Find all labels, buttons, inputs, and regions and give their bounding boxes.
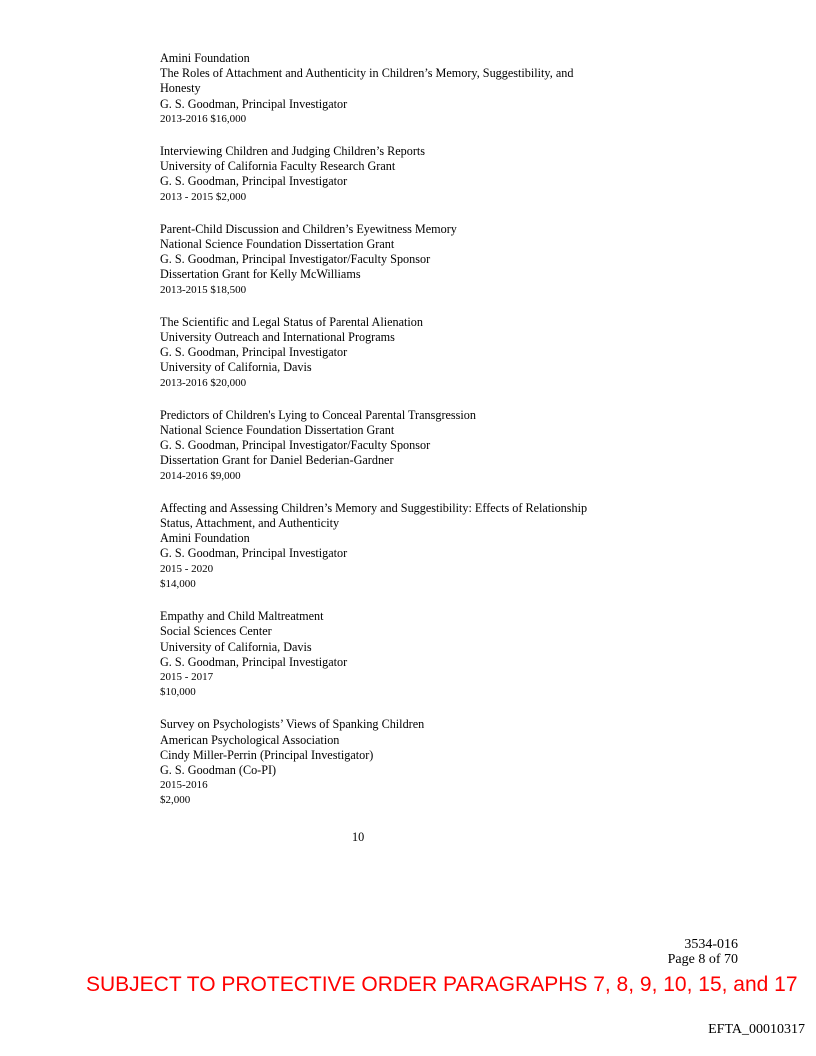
grant-line: G. S. Goodman, Principal Investigator — [160, 345, 348, 360]
grant-dates-amount: $2,000 — [160, 794, 191, 807]
grant-dates-amount: 2013-2015 $18,500 — [160, 283, 247, 296]
grant-line: University of California Faculty Research Grant — [160, 159, 396, 174]
grant-line: Status, Attachment, and Authenticity — [160, 516, 340, 531]
document-id: 3534-016 — [684, 937, 738, 952]
page-of-label: Page 8 of 70 — [667, 952, 738, 967]
grant-dates-amount: 2013-2016 $20,000 — [160, 376, 247, 389]
grant-entry — [160, 144, 680, 205]
grant-dates-amount: 2015 - 2020 — [160, 562, 214, 575]
grant-line: Dissertation Grant for Kelly McWilliams — [160, 267, 361, 282]
grant-line: Cindy Miller-Perrin (Principal Investigator) — [160, 747, 374, 762]
grant-line: Social Sciences Center — [160, 624, 272, 639]
grant-line: American Psychological Association — [160, 732, 340, 747]
grant-line: National Science Foundation Dissertation Grant — [160, 237, 395, 252]
grant-line: G. S. Goodman, Principal Investigator — [160, 96, 348, 111]
grant-line: Interviewing Children and Judging Children’s Reports — [160, 144, 426, 159]
grant-entry — [160, 501, 680, 592]
grant-line: Honesty — [160, 81, 201, 96]
grant-dates-amount: $10,000 — [160, 686, 196, 699]
grant-line: The Scientific and Legal Status of Parental Alienation — [160, 314, 423, 329]
grant-dates-amount: $14,000 — [160, 577, 196, 590]
grant-line: Affecting and Assessing Children’s Memory and Suggestibility: Effects of Relationship — [160, 500, 588, 515]
grant-entry — [160, 51, 680, 127]
grant-line: G. S. Goodman, Principal Investigator/Faculty Sponsor — [160, 438, 431, 453]
grant-entry — [160, 717, 680, 808]
grant-line: Parent-Child Discussion and Children’s Eyewitness Memory — [160, 221, 457, 236]
grant-line: National Science Foundation Dissertation Grant — [160, 423, 395, 438]
grant-line: Dissertation Grant for Daniel Bederian-Gardner — [160, 453, 394, 468]
grant-dates-amount: 2013 - 2015 $2,000 — [160, 190, 247, 203]
grant-line: University Outreach and International Programs — [160, 330, 395, 345]
grant-line: G. S. Goodman, Principal Investigator/Faculty Sponsor — [160, 252, 431, 267]
grant-entry — [160, 222, 680, 298]
grant-entry — [160, 315, 680, 391]
grant-dates-amount: 2015 - 2017 — [160, 670, 214, 683]
grant-line: Amini Foundation — [160, 51, 250, 65]
grant-dates-amount: 2013-2016 $16,000 — [160, 112, 247, 125]
grant-dates-amount: 2014-2016 $9,000 — [160, 469, 241, 482]
grants-list — [160, 51, 680, 826]
grant-line: Amini Foundation — [160, 531, 250, 546]
grant-line: Empathy and Child Maltreatment — [160, 609, 324, 624]
grant-line: Predictors of Children's Lying to Conceal Parental Transgression — [160, 407, 476, 422]
page-number: 10 — [352, 830, 365, 844]
bates-number: EFTA_00010317 — [708, 1022, 805, 1037]
grant-line: G. S. Goodman (Co-PI) — [160, 762, 277, 777]
protective-order-notice: SUBJECT TO PROTECTIVE ORDER PARAGRAPHS 7, 8, 9, 10, 15, and 17 — [86, 973, 798, 996]
document-reference — [668, 937, 738, 967]
grant-line: G. S. Goodman, Principal Investigator — [160, 174, 348, 189]
grant-line: The Roles of Attachment and Authenticity in Children’s Memory, Suggestibility, and — [160, 66, 574, 81]
grant-line: Survey on Psychologists’ Views of Spanking Children — [160, 717, 425, 732]
grant-entry — [160, 609, 680, 700]
grant-line: University of California, Davis — [160, 639, 312, 654]
grant-line: University of California, Davis — [160, 360, 312, 375]
grant-line: G. S. Goodman, Principal Investigator — [160, 546, 348, 561]
grant-line: G. S. Goodman, Principal Investigator — [160, 654, 348, 669]
grant-dates-amount: 2015-2016 — [160, 779, 208, 792]
grant-entry — [160, 408, 680, 484]
